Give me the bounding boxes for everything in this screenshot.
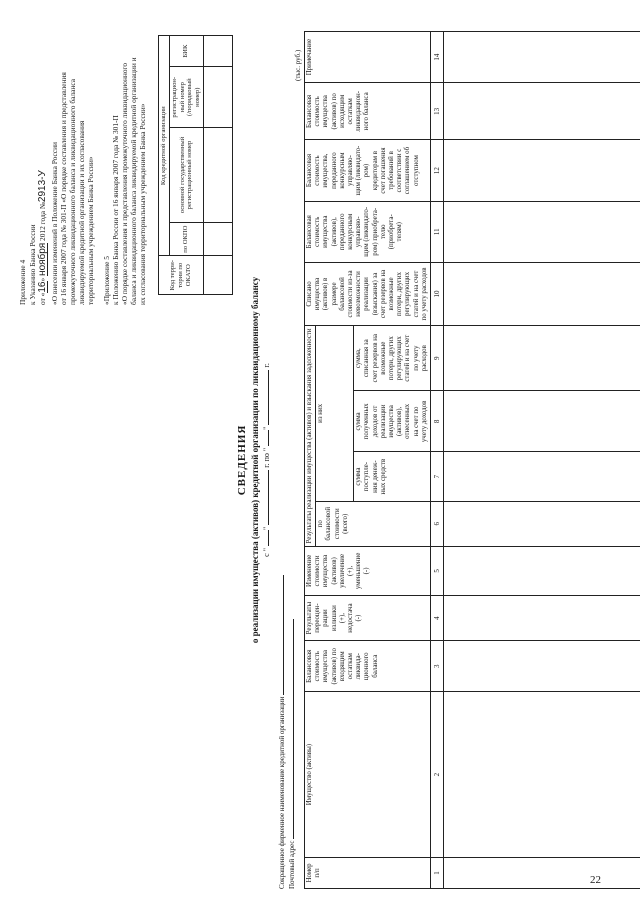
table-cell — [444, 32, 640, 83]
col-by-balance-header: по балансовой стоимости (всего) — [316, 501, 431, 546]
column-number: 6 — [431, 501, 444, 546]
handwritten-number: 2913-У — [37, 170, 48, 203]
column-number-row — [431, 32, 444, 889]
table-cell — [444, 452, 640, 501]
col-assets-header: Имущество (активы) — [305, 692, 431, 858]
form-period: с " " г. по " " г. — [262, 363, 271, 557]
appendix-line: «О внесении изменений в Положение Банка России — [50, 142, 59, 305]
org-name-line: Сокращенное фирменное наименование кредитной организации — [278, 575, 287, 889]
rotated-form — [10, 25, 620, 895]
column-number: 12 — [431, 140, 444, 201]
column-number: 10 — [431, 262, 444, 325]
annex-line: «О порядке составления и представления промежуточного ликвидационного — [120, 62, 129, 305]
appendix-line: ликвидируемой кредитной организации и их согласования — [77, 120, 86, 305]
appendix-line: промежуточного ликвидационного баланса и ликвидационного баланса — [68, 78, 77, 305]
column-number: 14 — [431, 32, 444, 83]
annex-line: баланса и ликвидационного баланса ликвидируемой кредитной организации и — [129, 57, 138, 305]
table-cell — [444, 692, 640, 858]
column-number: 13 — [431, 83, 444, 140]
unit-label: (тыс. руб.) — [294, 49, 302, 81]
table-cell — [444, 140, 640, 201]
bik-header: БИК — [169, 36, 203, 67]
column-number: 3 — [431, 641, 444, 692]
col-balance-out-header: Балансовая стоимость имущества (активов) по исходящим остаткам ликвидацион- ного баланса — [305, 83, 431, 140]
org-code-header: Код кредитной организации — [159, 36, 170, 256]
table-cell — [444, 326, 640, 391]
reg-number-cell — [203, 67, 232, 128]
table-cell — [444, 596, 640, 641]
okato-cell — [203, 256, 232, 295]
appendix-line: Приложение 4 — [18, 259, 27, 305]
table-body-row — [444, 32, 640, 889]
col-of-which-header: из них — [316, 326, 354, 502]
col-revaluation-header: Результаты переоцен- рации излишки (+), недостача (-) — [305, 596, 431, 641]
handwritten-day: 16 — [37, 281, 48, 293]
table-cell — [444, 201, 640, 262]
assets-table — [304, 31, 640, 889]
appendix-line: территориальным учреждением Банка России» — [86, 156, 95, 305]
appendix-date-line: от «16» ноября 2012 года №2913-У — [37, 170, 48, 305]
table-cell — [444, 641, 640, 692]
table-cell — [444, 546, 640, 595]
column-number: 8 — [431, 391, 444, 452]
postal-address-line: Почтовый адрес — [288, 619, 297, 889]
column-number: 11 — [431, 201, 444, 262]
col-balance-in-header: Балансовая стоимость имущества (активов) по входящим остаткам ликвида- ционного баланса — [305, 641, 431, 692]
col-written-off-header: Списано имущества (активов) в размере балансовой стоимости из-за невозможности реализации (взыскания) за счет резервов на возможные потери, других регулирующих статей и на счет по учету расходов — [305, 262, 431, 325]
okato-header: Код терри- тории по ОКАТО — [159, 256, 204, 295]
annex-line: «Приложение 5 — [102, 256, 111, 305]
page-number: 22 — [590, 874, 601, 886]
column-number: 7 — [431, 452, 444, 501]
col-note-header: Примечание — [305, 32, 431, 83]
col-transferred-creditors-header: Балансовая стоимость имущества, переданного конкурсным управляю- щим (ликвидато- ром) кредиторам в счет погашения требований в соответствии с соглашением об отступном — [305, 140, 431, 201]
col-number-header: Номер п/п — [305, 857, 431, 888]
column-number: 1 — [431, 857, 444, 888]
col-transferred-buyer-header: Балансовая стоимость имущества (активов), переданного конкурсным управляю- щим (ликвидато- ром) приобрета- телю (приобрета- телям) — [305, 201, 431, 262]
reg-number-header: регистрацион- ный номер (/порядковый номер) — [169, 67, 203, 128]
form-title: СВЕДЕНИЯ — [236, 424, 248, 496]
annex-line: к Положению Банка России от 16 января 2007 года № 301-П — [111, 115, 120, 305]
table-cell — [444, 391, 640, 452]
table-cell — [444, 857, 640, 888]
column-number: 9 — [431, 326, 444, 391]
ogrn-cell — [203, 128, 232, 223]
okpo-cell — [203, 222, 232, 256]
ogrn-header: основной государственный регистрационный номер — [169, 128, 203, 223]
col-income-header: сумма полученных доходов от реализации имущества (активов), отнесенных на счет по учету доходов — [354, 391, 431, 452]
column-number: 5 — [431, 546, 444, 595]
column-number: 4 — [431, 596, 444, 641]
organization-code-table — [158, 35, 233, 295]
col-reserves-header: сумма, списанная за счет резервов на возможные потери, других регулирующих статей и на счет по учету расходов — [354, 326, 431, 391]
bik-cell — [203, 36, 232, 67]
handwritten-month: ноября — [37, 242, 48, 276]
form-subtitle: о реализации имущества (активов) кредитной организации по ликвидационному балансу — [250, 276, 260, 644]
table-cell — [444, 262, 640, 325]
table-cell — [444, 501, 640, 546]
appendix-line: к Указанию Банка России — [28, 224, 37, 305]
column-number: 2 — [431, 692, 444, 858]
col-cash-receipts-header: сумма поступле- ния денеж- ных средств — [354, 452, 431, 501]
appendix-line: от 16 января 2007 года № 301-П «О порядке составления и представления — [59, 72, 68, 305]
okpo-header: по ОКПО — [169, 222, 203, 256]
annex-line: их согласования территориальным учреждением Банка России» — [138, 103, 147, 305]
col-value-change-header: Изменение стоимости имущества (активов) увеличение (+), уменьшение (-) — [305, 546, 431, 595]
col-group-results-header: Результаты реализации имущества (активов) и взыскания задолженности — [305, 326, 316, 547]
table-cell — [444, 83, 640, 140]
